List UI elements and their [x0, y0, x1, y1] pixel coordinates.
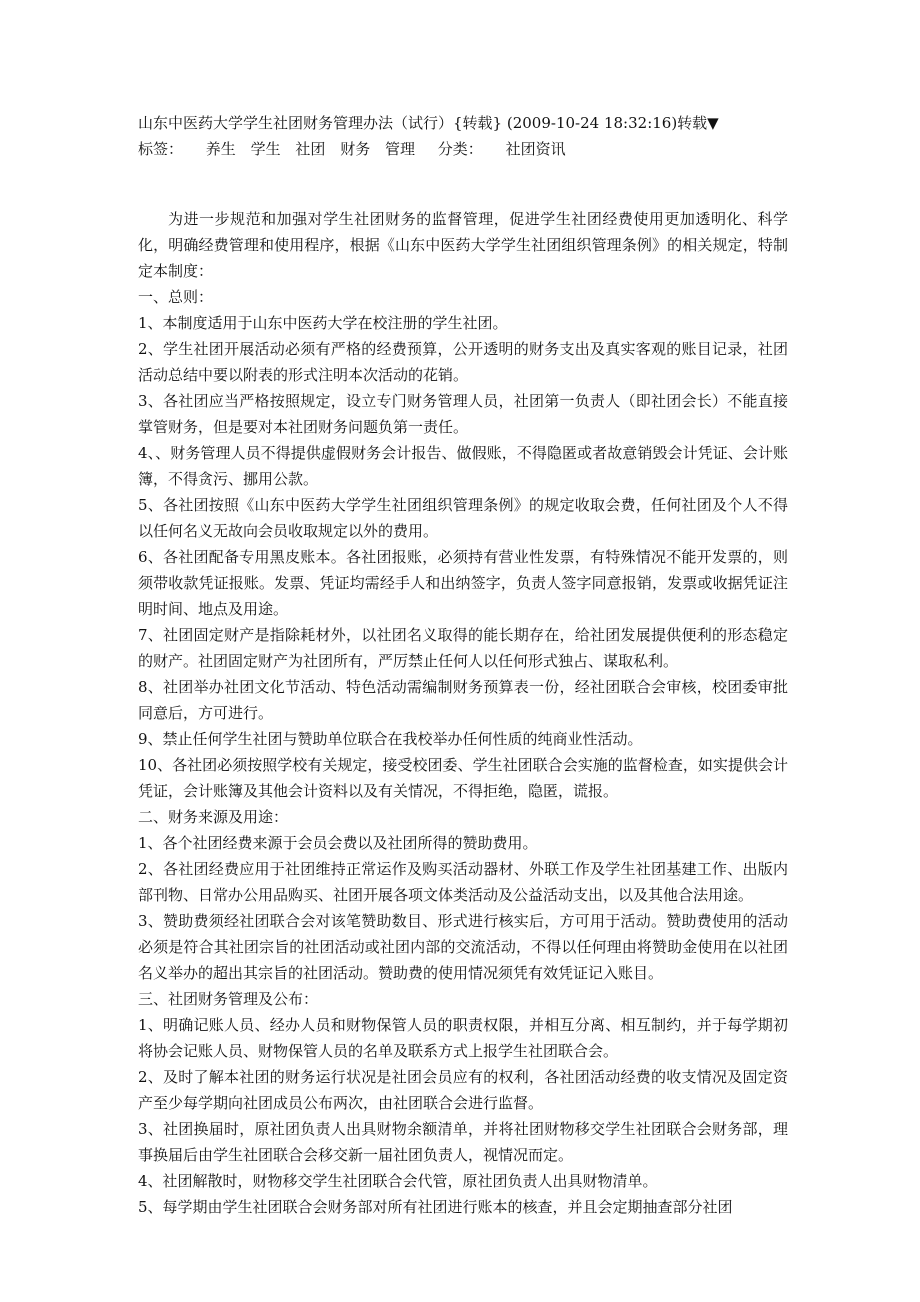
- clause: 3、各社团应当严格按照规定，设立专门财务管理人员，社团第一负责人（即社团会长）不能直接掌管财务，但是要对本社团财务问题负第一责任。: [138, 392, 788, 436]
- section-management: [138, 986, 788, 1220]
- clause: 1、各个社团经费来源于会员会费以及社团所得的赞助费用。: [138, 834, 538, 852]
- clause: 5、每学期由学生社团联合会财务部对所有社团进行账本的核查，并且会定期抽查部分社团: [138, 1198, 733, 1216]
- clause: 3、社团换届时，原社团负责人出具财物余额清单，并将社团财物移交学生社团联合会财务部，理事换届后由学生社团联合会移交新一届社团负责人，视情况而定。: [138, 1120, 788, 1164]
- clause: 10、各社团必须按照学校有关规定，接受校团委、学生社团联合会实施的监督检查，如实提供会计凭证，会计账簿及其他会计资料以及有关情况，不得拒绝，隐匿，谎报。: [138, 756, 788, 800]
- article-title: 山东中医药大学学生社团财务管理办法（试行）{转载} (2009-10-24 18:32:16)转载▼: [138, 114, 719, 132]
- tags-line: [138, 136, 788, 162]
- section-heading: 三、社团财务管理及公布：: [138, 990, 319, 1008]
- category-link[interactable]: 社团资讯: [505, 140, 566, 158]
- clause: 4、、财务管理人员不得提供虚假财务会计报告、做假账，不得隐匿或者故意销毁会计凭证、会计账簿，不得贪污、挪用公款。: [138, 444, 788, 488]
- tag-link[interactable]: 财务: [340, 140, 371, 158]
- tag-link[interactable]: 社团: [295, 140, 326, 158]
- tag-link[interactable]: 学生: [250, 140, 281, 158]
- clause: 2、各社团经费应用于社团维持正常运作及购买活动器材、外联工作及学生社团基建工作、出版内部刊物、日常办公用品购买、社团开展各项文体类活动及公益活动支出，以及其他合法用途。: [138, 860, 788, 904]
- clause: 6、各社团配备专用黑皮账本。各社团报账，必须持有营业性发票，有特殊情况不能开发票的，则须带收款凭证报账。发票、凭证均需经手人和出纳签字，负责人签字同意报销，发票或收据凭证注明时间、地点及用途。: [138, 548, 788, 618]
- section-funding: [138, 804, 788, 986]
- clause: 8、社团举办社团文化节活动、特色活动需编制财务预算表一份，经社团联合会审核，校团委审批同意后，方可进行。: [138, 678, 788, 722]
- section-heading: 一、总则：: [138, 288, 214, 306]
- tags-label: 标签：: [138, 140, 184, 158]
- clause: 1、本制度适用于山东中医药大学在校注册的学生社团。: [138, 314, 508, 332]
- tag-link[interactable]: 养生: [205, 140, 236, 158]
- category-label: 分类：: [437, 140, 483, 158]
- clause: 2、及时了解本社团的财务运行状况是社团会员应有的权利，各社团活动经费的收支情况及固定资产至少每学期向社团成员公布两次，由社团联合会进行监督。: [138, 1068, 788, 1112]
- spacer: [138, 162, 788, 206]
- section-heading: 二、财务来源及用途：: [138, 808, 289, 826]
- clause: 9、禁止任何学生社团与赞助单位联合在我校举办任何性质的纯商业性活动。: [138, 730, 643, 748]
- intro-paragraph: 为进一步规范和加强对学生社团财务的监督管理，促进学生社团经费使用更加透明化、科学化，明确经费管理和使用程序，根据《山东中医药大学学生社团组织管理条例》的相关规定，特制定本制度：: [138, 210, 788, 280]
- clause: 3、赞助费须经社团联合会对该笔赞助数目、形式进行核实后，方可用于活动。赞助费使用的活动必须是符合其社团宗旨的社团活动或社团内部的交流活动，不得以任何理由将赞助金使用在以社团名义举办的超出其宗旨的社团活动。赞助费的使用情况须凭有效凭证记入账目。: [138, 912, 788, 982]
- section-general: [138, 284, 788, 804]
- clause: 1、明确记账人员、经办人员和财物保管人员的职责权限，并相互分离、相互制约，并于每学期初将协会记账人员、财物保管人员的名单及联系方式上报学生社团联合会。: [138, 1016, 788, 1060]
- clause: 4、社团解散时，财物移交学生社团联合会代管，原社团负责人出具财物清单。: [138, 1172, 658, 1190]
- tag-link[interactable]: 管理: [384, 140, 415, 158]
- clause: 7、社团固定财产是指除耗材外，以社团名义取得的能长期存在，给社团发展提供便利的形态稳定的财产。社团固定财产为社团所有，严厉禁止任何人以任何形式独占、谋取私利。: [138, 626, 788, 670]
- document-page: [138, 110, 788, 1220]
- clause: 2、学生社团开展活动必须有严格的经费预算，公开透明的财务支出及真实客观的账目记录，社团活动总结中要以附表的形式注明本次活动的花销。: [138, 340, 788, 384]
- clause: 5、各社团按照《山东中医药大学学生社团组织管理条例》的规定收取会费，任何社团及个人不得以任何名义无故向会员收取规定以外的费用。: [138, 496, 788, 540]
